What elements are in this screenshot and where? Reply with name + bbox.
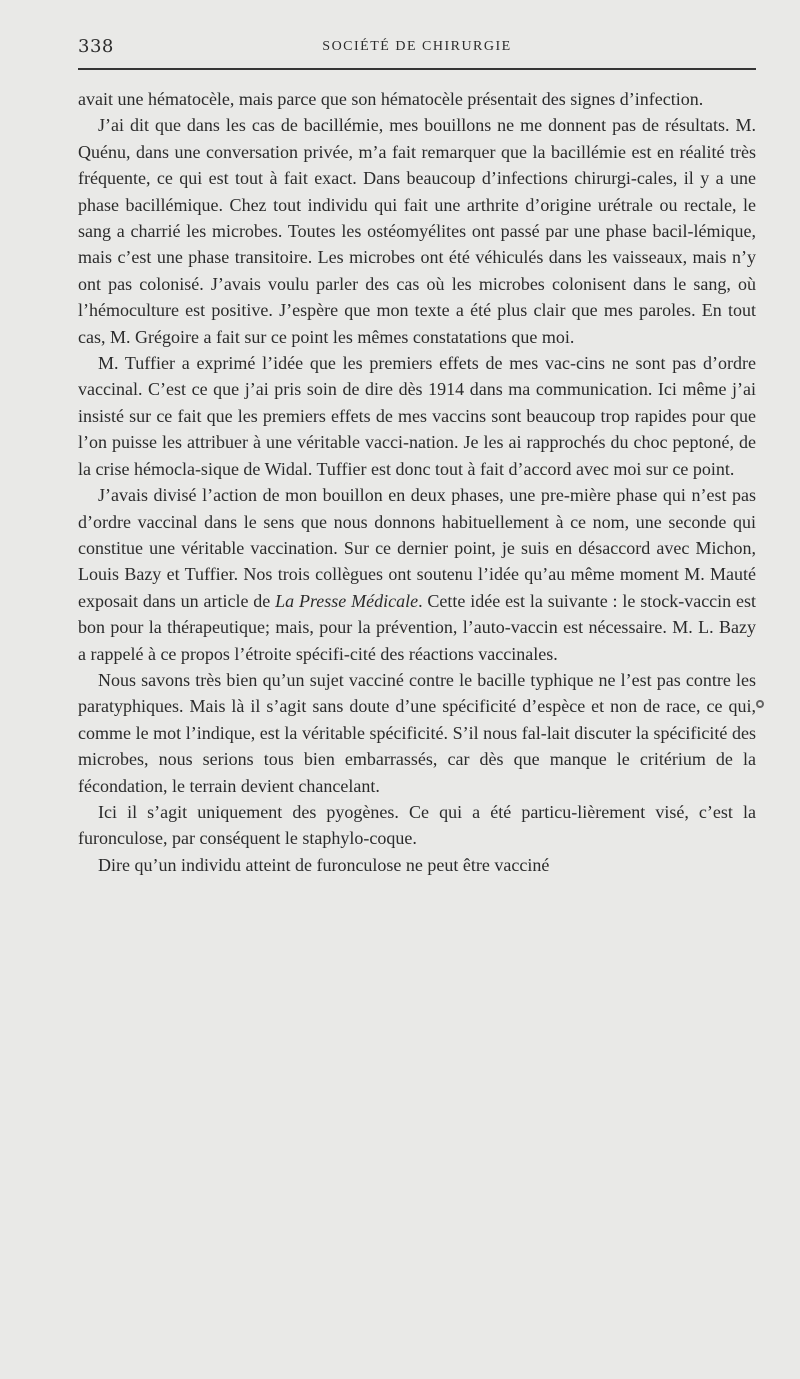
paragraph-3: M. Tuffier a exprimé l’idée que les premiers effets de mes vac-cins ne sont pas d’ordre vaccinal. C’est ce que j’ai pris soin de dire dès 1914 dans ma communication. Ici même j’ai insisté sur ce fait que les premiers effets de mes vaccins sont beaucoup trop rapides pour que l’on puisse les attribuer à une véritable vacci-nation. Je les ai rapprochés du choc peptoné, de la crise hémocla-sique de Widal. Tuffier est donc tout à fait d’accord avec moi sur ce point. (78, 353, 756, 479)
paragraph-4 (78, 482, 756, 667)
body-text (78, 86, 756, 878)
margin-mark (756, 700, 764, 708)
page-header (78, 28, 756, 62)
paragraph-2: J’ai dit que dans les cas de bacillémie, mes bouillons ne me donnent pas de résultats. M. Quénu, dans une conversation privée, m’a fait remarquer que la bacillémie est en réalité très fréquente, ce qui est tout à fait exact. Dans beaucoup d’infections chirurgi-cales, il y a une phase bacillémique. Chez tout individu qui fait une arthrite d’origine urétrale ou rectale, le sang a charrié les microbes. Toutes les ostéomyélites ont passé par une phase bacil-lémique, mais c’est une phase transitoire. Les microbes ont été véhiculés dans les vaisseaux, mais n’y ont pas colonisé. J’avais voulu parler des cas où les microbes colonisent dans le sang, où l’hémoculture est positive. J’espère que mon texte a été plus clair que mes paroles. En tout cas, M. Grégoire a fait sur ce point les mêmes constatations que moi. (78, 115, 756, 347)
running-title: SOCIÉTÉ DE CHIRURGIE (322, 39, 512, 54)
paragraph-4-text-before: J’avais divisé l’action de mon bouillon en deux phases, une pre-mière phase qui n’est pas d’ordre vaccinal dans le sens que nous donnons habituellement à ce nom, une seconde qui constitue une véritable vaccination. Sur ce dernier point, je suis en désaccord avec Michon, Louis Bazy et Tuffier. Nos trois collègues ont soutenu l’idée qu’au même moment M. Mauté exposait dans un article de (78, 485, 756, 611)
header-rule (78, 68, 756, 70)
paragraph-7: Dire qu’un individu atteint de furonculose ne peut être vacciné (98, 854, 550, 875)
paragraph-5: Nous savons très bien qu’un sujet vacciné contre le bacille typhique ne l’est pas contre les paratyphiques. Mais là il s’agit sans doute d’une spécificité d’espèce et non de race, ce qui, comme le mot l’indique, est la véritable spécificité. S’il nous fal-lait discuter la spécificité des microbes, nous serions tous bien embarrassés, car dès que manque le critérium de la fécondation, le terrain devient chancelant. (78, 669, 756, 796)
paragraph-1: avait une hématocèle, mais parce que son hématocèle présentait des signes d’infection. (78, 89, 704, 109)
paragraph-6: Ici il s’agit uniquement des pyogènes. Ce qui a été particu-lièrement visé, c’est la furonculose, par conséquent le staphylo-coque. (78, 801, 756, 849)
paragraph-4-text-after: . Cette idée est la suivante : le stock-vaccin est bon pour la thérapeutique; mais, pour la prévention, l’auto-vaccin est nécessaire. M. L. Bazy a rappelé à ce propos l’étroite spécifi-cité des réactions vaccinales. (78, 590, 756, 664)
page-number: 338 (78, 36, 114, 57)
journal-title: La Presse Médicale (275, 590, 419, 611)
